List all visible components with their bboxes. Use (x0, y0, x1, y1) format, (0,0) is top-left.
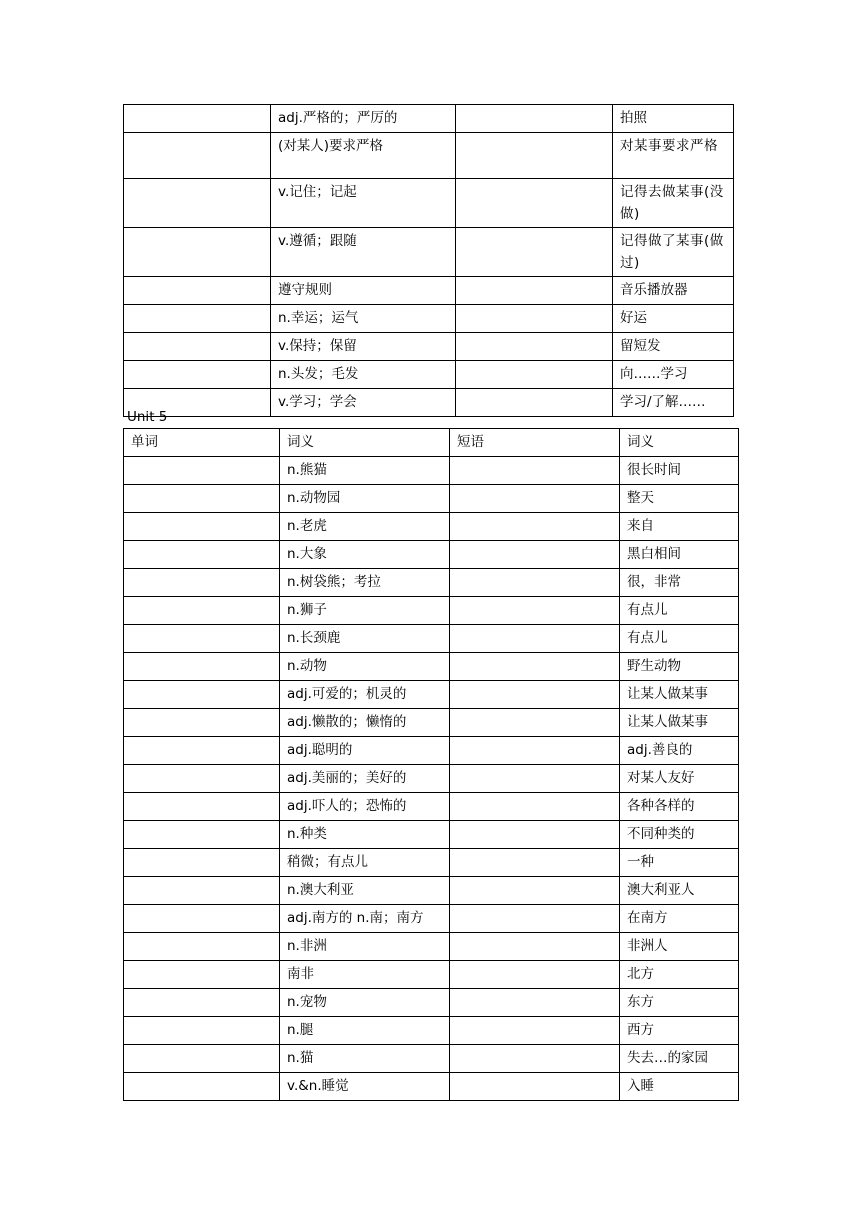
table-row (124, 653, 739, 681)
cell-phrase (450, 933, 620, 961)
cell-phrase (456, 361, 613, 389)
cell-phrase-meaning: 在南方 (620, 905, 739, 933)
cell-phrase (450, 1073, 620, 1101)
cell-meaning: n.树袋熊；考拉 (280, 569, 450, 597)
cell-meaning: v.学习；学会 (271, 389, 456, 417)
cell-phrase-meaning: 有点儿 (620, 625, 739, 653)
table-row (124, 905, 739, 933)
cell-meaning: n.种类 (280, 821, 450, 849)
table-row (124, 625, 739, 653)
table-row (124, 179, 734, 228)
cell-phrase-meaning: 一种 (620, 849, 739, 877)
cell-phrase-meaning: 学习/了解…… (613, 389, 734, 417)
table-row (124, 793, 739, 821)
cell-phrase-meaning: adj.善良的 (620, 737, 739, 765)
cell-meaning: adj.可爱的；机灵的 (280, 681, 450, 709)
cell-phrase (450, 653, 620, 681)
cell-word (124, 597, 280, 625)
cell-meaning: v.&n.睡觉 (280, 1073, 450, 1101)
cell-word (124, 277, 271, 305)
cell-meaning: adj.吓人的；恐怖的 (280, 793, 450, 821)
cell-phrase-meaning: 记得做了某事(做过) (613, 228, 734, 277)
cell-phrase (450, 849, 620, 877)
cell-meaning: n.猫 (280, 1045, 450, 1073)
cell-phrase-meaning: 北方 (620, 961, 739, 989)
table-row (124, 821, 739, 849)
cell-meaning: n.宠物 (280, 989, 450, 1017)
cell-phrase (450, 457, 620, 485)
cell-phrase (450, 1045, 620, 1073)
cell-phrase (450, 737, 620, 765)
table-row (124, 457, 739, 485)
cell-meaning: 遵守规则 (271, 277, 456, 305)
cell-meaning: n.动物 (280, 653, 450, 681)
cell-phrase-meaning: 向……学习 (613, 361, 734, 389)
cell-word (124, 105, 271, 133)
cell-phrase-meaning: 非洲人 (620, 933, 739, 961)
table-row (124, 277, 734, 305)
cell-phrase-meaning: 来自 (620, 513, 739, 541)
cell-phrase-meaning: 不同种类的 (620, 821, 739, 849)
cell-phrase-meaning: 让某人做某事 (620, 681, 739, 709)
cell-phrase (450, 541, 620, 569)
cell-word (124, 933, 280, 961)
cell-phrase (450, 709, 620, 737)
table-row (124, 681, 739, 709)
cell-phrase (450, 625, 620, 653)
table-row (124, 133, 734, 179)
cell-phrase-meaning: 让某人做某事 (620, 709, 739, 737)
cell-phrase-meaning: 音乐播放器 (613, 277, 734, 305)
table-row (124, 105, 734, 133)
cell-word (124, 333, 271, 361)
cell-phrase (456, 179, 613, 228)
cell-phrase-meaning: 很长时间 (620, 457, 739, 485)
cell-word (124, 457, 280, 485)
table-row (124, 709, 739, 737)
unit5-vocab-table (123, 428, 739, 1101)
table-row (124, 361, 734, 389)
cell-word (124, 513, 280, 541)
cell-meaning: n.老虎 (280, 513, 450, 541)
cell-phrase (456, 228, 613, 277)
cell-phrase (450, 1017, 620, 1045)
cell-meaning: adj.严格的；严厉的 (271, 105, 456, 133)
table-row (124, 765, 739, 793)
cell-phrase (450, 513, 620, 541)
table-row (124, 569, 739, 597)
cell-word (124, 133, 271, 179)
cell-phrase (450, 821, 620, 849)
cell-phrase-meaning: 整天 (620, 485, 739, 513)
cell-meaning: adj.聪明的 (280, 737, 450, 765)
table-row (124, 849, 739, 877)
cell-phrase-meaning: 记得去做某事(没做) (613, 179, 734, 228)
cell-word (124, 305, 271, 333)
table-row (124, 933, 739, 961)
cell-meaning: adj.南方的 n.南；南方 (280, 905, 450, 933)
cell-word (124, 1017, 280, 1045)
cell-word (124, 849, 280, 877)
table-row (124, 597, 739, 625)
cell-phrase (450, 905, 620, 933)
cell-phrase (450, 765, 620, 793)
cell-word (124, 485, 280, 513)
table-row (124, 541, 739, 569)
table-row (124, 737, 739, 765)
cell-meaning: n.大象 (280, 541, 450, 569)
cell-phrase (456, 333, 613, 361)
cell-phrase (456, 277, 613, 305)
cell-meaning: v.保持；保留 (271, 333, 456, 361)
cell-phrase-meaning: 好运 (613, 305, 734, 333)
table-row (124, 989, 739, 1017)
cell-phrase-meaning: 留短发 (613, 333, 734, 361)
cell-meaning: n.腿 (280, 1017, 450, 1045)
cell-meaning: n.长颈鹿 (280, 625, 450, 653)
cell-word (124, 709, 280, 737)
table-row (124, 485, 739, 513)
table-row (124, 1017, 739, 1045)
cell-phrase (456, 305, 613, 333)
cell-meaning: 南非 (280, 961, 450, 989)
cell-meaning: 稍微；有点儿 (280, 849, 450, 877)
cell-phrase (450, 877, 620, 905)
header-meaning: 词义 (280, 429, 450, 457)
table-row (124, 389, 734, 417)
cell-word (124, 877, 280, 905)
table-row (124, 961, 739, 989)
cell-word (124, 179, 271, 228)
table-row (124, 305, 734, 333)
cell-phrase (450, 569, 620, 597)
cell-phrase-meaning: 各种各样的 (620, 793, 739, 821)
cell-word (124, 737, 280, 765)
cell-phrase-meaning: 野生动物 (620, 653, 739, 681)
cell-phrase-meaning: 澳大利亚人 (620, 877, 739, 905)
table-row (124, 877, 739, 905)
cell-word (124, 541, 280, 569)
cell-phrase (456, 105, 613, 133)
cell-phrase (450, 681, 620, 709)
cell-word (124, 821, 280, 849)
cell-word (124, 361, 271, 389)
table-row (124, 228, 734, 277)
cell-meaning: (对某人)要求严格 (271, 133, 456, 179)
cell-phrase (450, 485, 620, 513)
cell-word (124, 989, 280, 1017)
cell-meaning: adj.懒散的；懒惰的 (280, 709, 450, 737)
cell-word (124, 961, 280, 989)
table-row (124, 1073, 739, 1101)
table-row (124, 1045, 739, 1073)
table-row (124, 513, 739, 541)
cell-meaning: v.遵循；跟随 (271, 228, 456, 277)
header-phrase-meaning: 词义 (620, 429, 739, 457)
cell-phrase-meaning: 很，非常 (620, 569, 739, 597)
cell-word (124, 625, 280, 653)
cell-phrase-meaning: 拍照 (613, 105, 734, 133)
cell-phrase-meaning: 东方 (620, 989, 739, 1017)
cell-phrase-meaning: 对某人友好 (620, 765, 739, 793)
cell-phrase-meaning: 入睡 (620, 1073, 739, 1101)
cell-meaning: n.幸运；运气 (271, 305, 456, 333)
cell-meaning: n.动物园 (280, 485, 450, 513)
cell-word (124, 569, 280, 597)
table-header-row (124, 429, 739, 457)
unit5-heading: Unit 5 (127, 409, 168, 425)
cell-phrase-meaning: 西方 (620, 1017, 739, 1045)
cell-word (124, 765, 280, 793)
cell-meaning: n.非洲 (280, 933, 450, 961)
cell-meaning: v.记住；记起 (271, 179, 456, 228)
cell-word (124, 1073, 280, 1101)
cell-phrase-meaning: 黑白相间 (620, 541, 739, 569)
table-row (124, 333, 734, 361)
unit4-vocab-table (123, 104, 734, 417)
cell-word (124, 228, 271, 277)
cell-meaning: n.澳大利亚 (280, 877, 450, 905)
header-phrase: 短语 (450, 429, 620, 457)
cell-phrase (450, 989, 620, 1017)
cell-phrase-meaning: 对某事要求严格 (613, 133, 734, 179)
cell-phrase-meaning: 失去…的家园 (620, 1045, 739, 1073)
cell-word (124, 653, 280, 681)
cell-phrase (450, 961, 620, 989)
cell-word (124, 681, 280, 709)
cell-meaning: adj.美丽的；美好的 (280, 765, 450, 793)
header-word: 单词 (124, 429, 280, 457)
cell-meaning: n.狮子 (280, 597, 450, 625)
cell-phrase-meaning: 有点儿 (620, 597, 739, 625)
cell-word (124, 905, 280, 933)
cell-word (124, 793, 280, 821)
cell-phrase (456, 389, 613, 417)
cell-word (124, 1045, 280, 1073)
cell-meaning: n.熊猫 (280, 457, 450, 485)
cell-phrase (450, 793, 620, 821)
cell-phrase (450, 597, 620, 625)
cell-meaning: n.头发；毛发 (271, 361, 456, 389)
cell-phrase (456, 133, 613, 179)
